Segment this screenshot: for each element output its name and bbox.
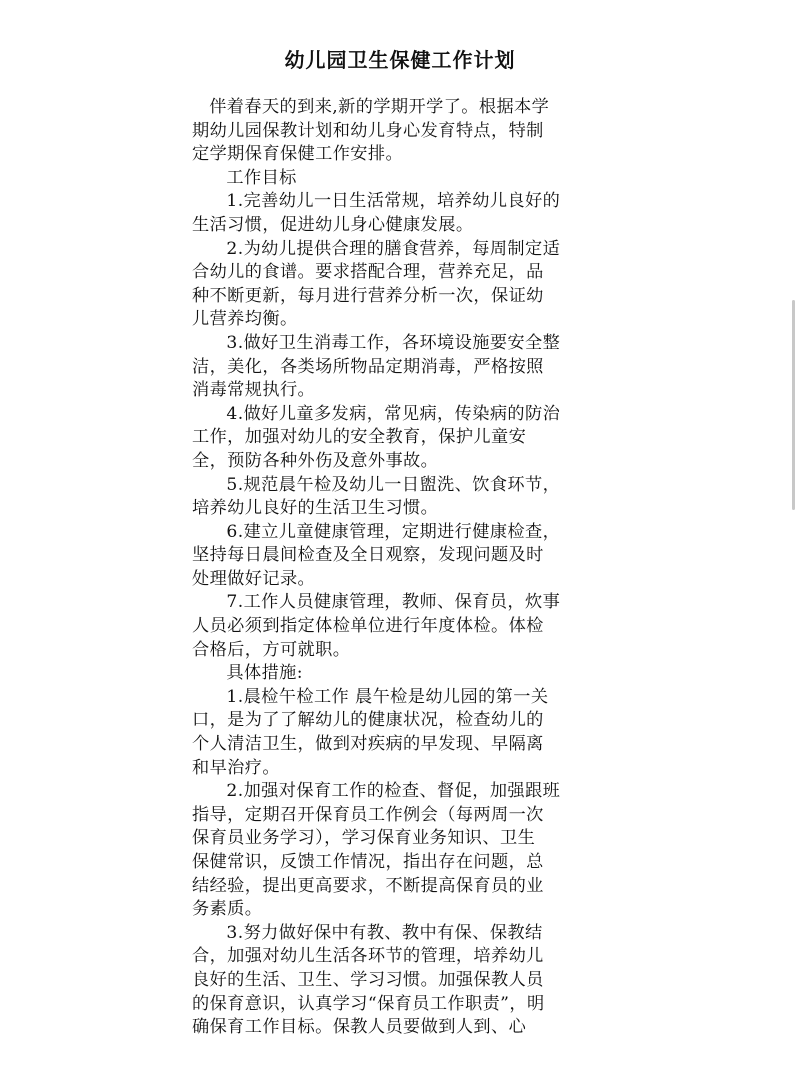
text-line: 6.建立儿童健康管理，定期进行健康检查， [226,521,561,542]
text-line: 5.规范晨午检及幼儿一日盥洗、饮食环节， [226,474,561,495]
text-line: 处理做好记录。 [192,568,316,589]
text-line: 务素质。 [192,899,263,920]
text-line: 具体措施: [226,663,303,684]
text-line: 消毒常规执行。 [192,380,316,401]
text-line: 3.做好卫生消毒工作，各环境设施要安全整 [226,332,561,353]
text-line: 工作目标 [226,167,297,188]
paragraph [192,474,616,521]
paragraph [192,662,616,686]
paragraph [192,190,616,237]
text-line: 人员必须到指定体检单位进行年度体检。体检 [192,616,544,637]
paragraph [192,780,616,922]
text-line: 伴着春天的到来,新的学期开学了。根据本学 [209,97,550,117]
text-line: 期幼儿园保教计划和幼儿身心发育特点，特制 [192,120,544,141]
text-line: 保育员业务学习），学习保育业务知识、卫生 [192,828,536,849]
text-line: 合格后，方可就职。 [192,639,351,660]
paragraph [192,686,616,780]
paragraph [192,167,616,191]
text-line: 确保育工作目标。保教人员要做到人到、心 [192,1017,527,1038]
document-title: 幼儿园卫生保健工作计划 [284,48,516,72]
text-line: 培养幼儿良好的生活卫生习惯。 [192,498,439,519]
paragraph [192,922,616,1040]
text-line: 良好的生活、卫生、学习习惯。加强保教人员 [192,969,544,990]
text-line: 的保育意识，认真学习“保育员工作职责”，明 [192,993,545,1014]
text-line: 4.做好儿童多发病，常见病，传染病的防治 [226,403,561,424]
text-line: 1.完善幼儿一日生活常规，培养幼儿良好的 [226,191,561,212]
text-line: 保健常识，反馈工作情况，指出存在问题，总 [192,852,544,872]
text-line: 和早治疗。 [192,757,280,778]
document-body [192,96,616,1040]
paragraph [192,521,616,592]
text-line: 洁，美化，各类场所物品定期消毒，严格按照 [192,356,544,377]
paragraph [192,96,616,167]
paragraph [192,238,616,332]
text-line: 生活习惯，促进幼儿身心健康发展。 [192,214,474,235]
text-line: 指导，定期召开保育员工作例会（每两周一次 [192,804,544,825]
text-line: 全，预防各种外伤及意外事故。 [192,450,439,471]
text-line: 7.工作人员健康管理，教师、保育员，炊事 [226,592,561,613]
text-line: 1.晨检午检工作 晨午检是幼儿园的第一关 [226,686,549,707]
text-line: 工作，加强对幼儿的安全教育，保护儿童安 [192,427,527,448]
text-line: 坚持每日晨间检查及全日观察，发现问题及时 [192,545,544,566]
text-line: 结经验，提出更高要求，不断提高保育员的业 [192,875,544,896]
text-line: 口，是为了了解幼儿的健康状况，检查幼儿的 [192,710,544,731]
text-line: 合，加强对幼儿生活各环节的管理，培养幼儿 [192,946,544,967]
text-line: 个人清洁卫生，做到对疾病的早发现、早隔离 [192,734,544,755]
text-line: 合幼儿的食谱。要求搭配合理，营养充足，品 [192,262,544,283]
scrollbar-thumb[interactable] [792,300,795,510]
text-line: 3.努力做好保中有教、教中有保、保教结 [226,922,543,943]
text-line: 2.加强对保育工作的检查、督促，加强跟班 [226,781,561,802]
paragraph [192,332,616,403]
text-line: 2.为幼儿提供合理的膳食营养，每周制定适 [226,238,561,259]
text-line: 种不断更新，每月进行营养分析一次，保证幼 [192,285,544,306]
text-line: 儿营养均衡。 [192,309,298,330]
paragraph [192,403,616,474]
paragraph [192,591,616,662]
text-line: 定学期保育保健工作安排。 [192,144,404,165]
